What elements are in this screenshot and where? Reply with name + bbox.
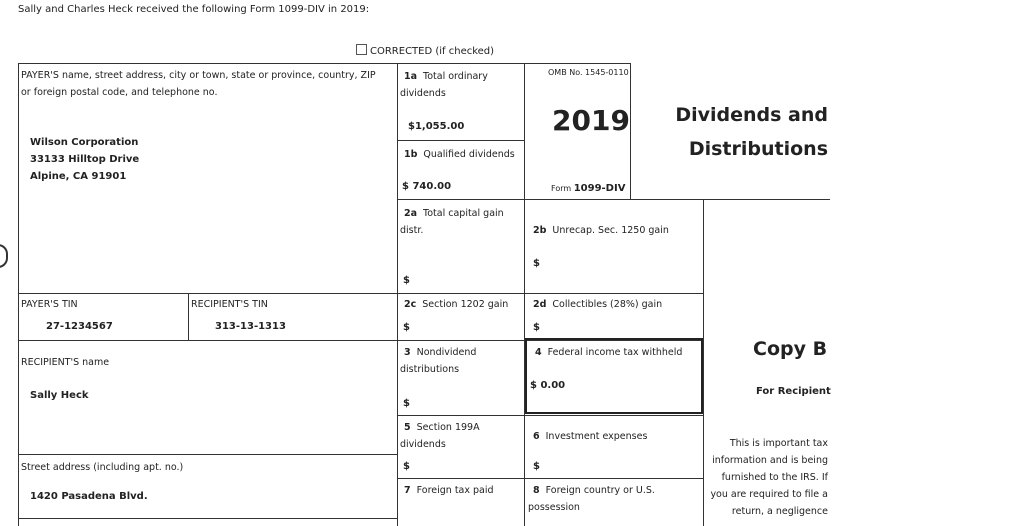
recipient-street-label: Street address (including apt. no.) (21, 462, 184, 473)
omb-number: OMB No. 1545-0110 (548, 68, 629, 77)
box5-value: $ (403, 461, 410, 472)
form-title: Dividends and Distributions (675, 104, 828, 160)
payer-label-line1: PAYER'S name, street address, city or town, state or province, country, ZIP (21, 70, 376, 81)
box1b-value: $ 740.00 (402, 181, 452, 192)
payer-tin-label: PAYER'S TIN (21, 299, 78, 310)
box2c-value: $ (403, 322, 410, 333)
corrected-checkbox-row[interactable] (356, 44, 494, 57)
payer-city: Alpine, CA 91901 (30, 171, 127, 182)
box8-label: 8 Foreign country or U.S. (533, 485, 655, 496)
recipient-tin-label: RECIPIENT'S TIN (191, 299, 268, 310)
box4-value: $ 0.00 (530, 380, 566, 391)
recipient-tin: 313-13-1313 (215, 321, 286, 332)
box5-label: 5 Section 199A (404, 422, 480, 433)
box8-label-cont: possession (528, 502, 580, 513)
box2a-label-cont: distr. (400, 225, 424, 236)
box3-label-cont: distributions (400, 364, 460, 375)
box3-label: 3 Nondividend (404, 347, 477, 358)
box6-value: $ (533, 461, 540, 472)
box6-label: 6 Investment expenses (533, 431, 648, 442)
irs-notice: This is important tax information and is being furnished to the IRS. If you are required to file a return, a negligence (710, 438, 828, 517)
box1a-label-cont: dividends (400, 88, 446, 99)
recipient-name-label: RECIPIENT'S name (21, 357, 110, 368)
box3-value: $ (403, 398, 410, 409)
recipient-name: Sally Heck (30, 390, 89, 401)
tax-year: 2019 (552, 104, 630, 137)
box1a-label: 1a Total ordinary (404, 71, 488, 82)
payer-label-line2: or foreign postal code, and telephone no. (21, 87, 218, 98)
box7-label: 7 Foreign tax paid (404, 485, 494, 496)
payer-tin: 27-1234567 (46, 321, 113, 332)
box1a-value: $1,055.00 (408, 121, 465, 132)
form-id: Form 1099-DIV (551, 183, 626, 194)
box2b-value: $ (533, 258, 540, 269)
payer-street: 33133 Hilltop Drive (30, 154, 140, 165)
box4-label: 4 Federal income tax withheld (535, 347, 683, 358)
page-edge-tab (0, 244, 8, 268)
corrected-label: CORRECTED (if checked) (370, 46, 495, 57)
copy-b-heading: Copy B (753, 338, 828, 360)
box2d-label: 2d Collectibles (28%) gain (533, 299, 663, 310)
corrected-checkbox[interactable] (356, 44, 367, 55)
box2c-label: 2c Section 1202 gain (404, 299, 509, 310)
payer-name: Wilson Corporation (30, 137, 139, 148)
box2a-label: 2a Total capital gain (404, 208, 504, 219)
box2d-value: $ (533, 322, 540, 333)
box2b-label: 2b Unrecap. Sec. 1250 gain (533, 225, 669, 236)
box5-label-cont: dividends (400, 439, 446, 450)
for-recipient-label: For Recipient (756, 386, 831, 397)
box2a-value: $ (403, 275, 410, 286)
intro-text: Sally and Charles Heck received the following Form 1099-DIV in 2019: (18, 4, 370, 15)
recipient-street: 1420 Pasadena Blvd. (30, 491, 148, 502)
box1b-label: 1b Qualified dividends (404, 149, 515, 160)
